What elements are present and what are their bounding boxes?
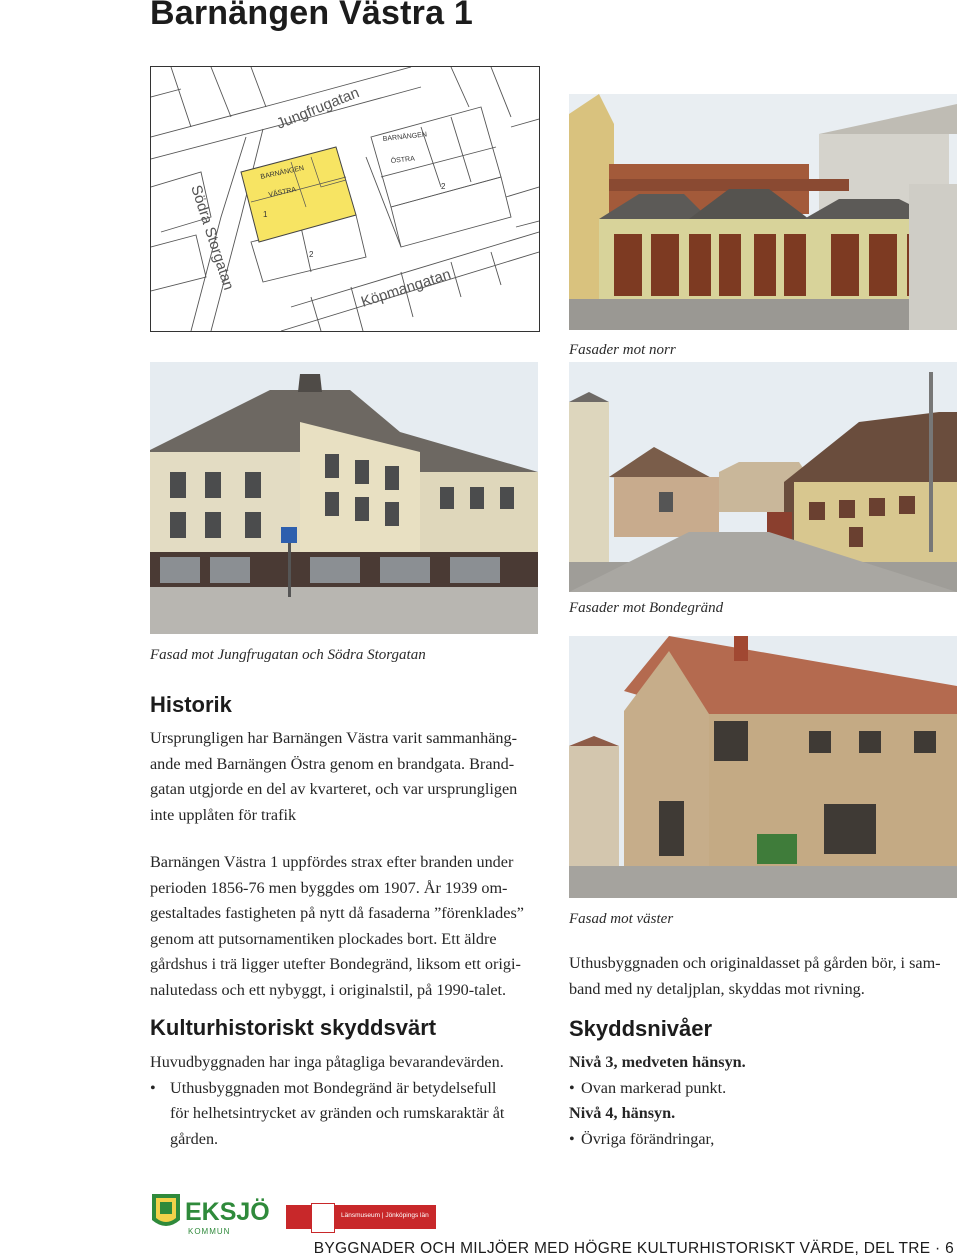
text-line: gatan utgjorde en del av kvarteret, och var ursprungligen — [150, 780, 518, 798]
bullet-dot: • — [569, 1129, 575, 1148]
text-line: Uthusbyggnaden och originaldasset på gården bör, i sam- — [569, 954, 941, 972]
level-3-label: Nivå 3, medveten hänsyn. — [569, 1053, 746, 1071]
skydd-list — [569, 1050, 959, 1152]
historik-paragraph-1 — [150, 726, 545, 828]
historik-heading: Historik — [150, 692, 232, 717]
map-street-kopmangatan: Köpmangatan — [358, 265, 454, 311]
caption-north: Fasader mot norr — [569, 342, 676, 358]
lansmuseum-emblem-icon — [311, 1203, 335, 1233]
map-parcel-west-2: VÄSTRA — [267, 186, 297, 199]
caption-bondegrand: Fasader mot Bondegränd — [569, 600, 724, 616]
right-column-text — [569, 951, 959, 1002]
site-map — [150, 66, 540, 332]
text-line: gårdshus i trä ligger utefter Bondegränd, liksom ett origi- — [150, 955, 521, 973]
kultur-heading: Kulturhistoriskt skyddsvärt — [150, 1015, 437, 1040]
map-parcel-west-1: BARNÄNGEN — [259, 164, 305, 181]
text-line: Övriga förändringar, — [581, 1129, 715, 1148]
bullet-line — [150, 1076, 545, 1102]
photo-corner-building — [150, 362, 538, 634]
text-line: perioden 1856-76 men byggdes om 1907. År 1939 om- — [150, 878, 508, 897]
map-number-1: 1 — [263, 210, 268, 219]
bullet-dot: • — [569, 1078, 575, 1097]
text-line: Ursprungligen har Barnängen Västra varit sammanhäng- — [150, 729, 517, 747]
bullet-dot: • — [150, 1078, 156, 1097]
eksjo-wordmark: EKSJÖ — [185, 1198, 270, 1226]
page-footer: BYGGNADER OCH MILJÖER MED HÖGRE KULTURHISTORISKT VÄRDE, DEL TRE · 6 — [313, 1240, 954, 1257]
page-title: Barnängen Västra 1 — [150, 0, 473, 32]
photo-facades-north — [569, 94, 957, 330]
text-line: genom att putsornamentiken plockades bort. Ett äldre — [150, 929, 497, 948]
text-line: Barnängen Västra 1 uppfördes strax efter branden under — [150, 853, 514, 871]
photo-west-facade — [569, 636, 957, 898]
skydd-heading: Skyddsnivåer — [569, 1016, 713, 1041]
lansmuseum-logo — [286, 1205, 436, 1229]
historik-paragraph-2 — [150, 850, 545, 1003]
text-line: Huvudbyggnaden har inga påtagliga bevarandevärden. — [150, 1053, 504, 1071]
map-street-sodra-storgatan: Södra Storgatan — [187, 182, 238, 293]
map-parcel-east-1: BARNÄNGEN — [382, 131, 428, 143]
lansmuseum-name: Länsmuseum | Jönköpings län — [341, 1212, 429, 1219]
eksjo-logo — [150, 1192, 270, 1244]
text-line: Ovan markerad punkt. — [581, 1078, 727, 1097]
map-street-jungfrugatan: Jungfrugatan — [274, 84, 362, 133]
map-parcel-east-2: ÖSTRA — [390, 155, 416, 165]
caption-jungfrugatan: Fasad mot Jungfrugatan och Södra Storgatan — [150, 647, 426, 663]
bullet-line — [569, 1127, 959, 1153]
text-line: gården. — [170, 1129, 219, 1148]
photo-bondegrand — [569, 362, 957, 592]
parcel-highlight — [241, 147, 356, 242]
text-line: Uthusbyggnaden mot Bondegränd är betydelsefull — [170, 1078, 497, 1097]
kultur-text — [150, 1050, 545, 1152]
text-line: ande med Barnängen Östra genom en brandgata. Brand- — [150, 754, 515, 773]
map-number-2: 2 — [441, 182, 446, 191]
text-line: inte upplåten för trafik — [150, 805, 297, 824]
text-line: nalutedass och ett nybyggt, i originalstil, på 1990-talet. — [150, 980, 507, 999]
text-line: gestaltades fastigheten på nytt då fasaderna ”förenklades” — [150, 904, 524, 922]
caption-vaster: Fasad mot väster — [569, 911, 674, 927]
bullet-line — [569, 1076, 959, 1102]
map-number-2b: 2 — [309, 250, 314, 259]
text-line: för helhetsintrycket av gränden och rumskaraktär åt — [170, 1104, 505, 1122]
eksjo-kommun: KOMMUN — [188, 1227, 231, 1236]
level-4-label: Nivå 4, hänsyn. — [569, 1104, 676, 1122]
site-map-drawing — [151, 67, 539, 331]
text-line: band med ny detaljplan, skyddas mot rivning. — [569, 979, 865, 998]
